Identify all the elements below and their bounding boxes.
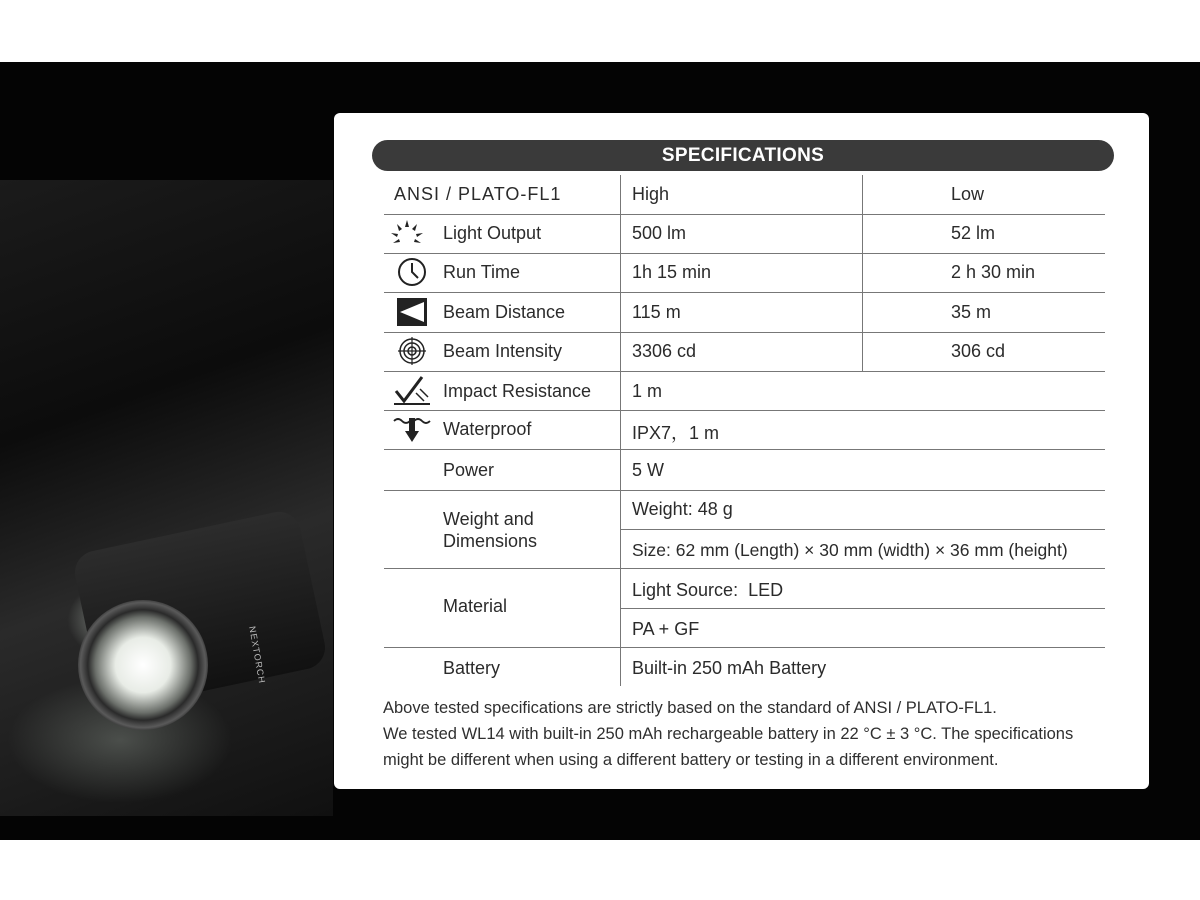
brand-engraving: NEXTORCH [247, 625, 268, 685]
beam-distance-high: 115 m [632, 302, 681, 322]
target-icon [396, 336, 428, 366]
weapon-light-lens [78, 600, 208, 730]
weight-dimensions-label-line2: Dimensions [443, 531, 538, 551]
high-mode-header: High [632, 184, 670, 204]
waterproof-label: Waterproof [443, 419, 532, 439]
impact-resistance-value: 1 m [632, 381, 663, 401]
weight-value: Weight: 48 g [632, 499, 733, 519]
run-time-low: 2 h 30 min [951, 262, 1036, 282]
light-output-high: 500 lm [632, 223, 687, 243]
waterproof-value: IPX7，1 m [632, 423, 720, 443]
standard-label: ANSI / PLATO-FL1 [394, 184, 562, 204]
specifications-card [334, 113, 1149, 789]
column-divider-main [620, 175, 621, 686]
light-output-label: Light Output [443, 223, 542, 243]
impact-resistance-label: Impact Resistance [443, 381, 592, 401]
size-value: Size: 62 mm (Length) × 30 mm (width) × 36 mm (height) [632, 540, 1068, 560]
footnote-line-2: We tested WL14 with built-in 250 mAh rechargeable battery in 22 °C ± 3 °C. The specifications [383, 725, 1074, 743]
light-burst-icon [390, 218, 424, 248]
battery-value: Built-in 250 mAh Battery [632, 658, 827, 678]
column-divider-high-low [862, 175, 863, 371]
run-time-high: 1h 15 min [632, 262, 712, 282]
light-source-value: Light Source: LED [632, 580, 784, 600]
power-value: 5 W [632, 460, 665, 480]
weight-dimensions-label-line1: Weight and [443, 509, 534, 529]
specifications-title: SPECIFICATIONS [372, 140, 1114, 171]
beam-distance-label: Beam Distance [443, 302, 566, 322]
run-time-label: Run Time [443, 262, 521, 282]
clock-icon [396, 257, 428, 287]
light-output-low: 52 lm [951, 223, 996, 243]
beam-distance-low: 35 m [951, 302, 992, 322]
beam-intensity-label: Beam Intensity [443, 341, 563, 361]
beam-intensity-low: 306 cd [951, 341, 1006, 361]
impact-check-icon [394, 375, 430, 405]
product-photo [0, 180, 333, 816]
beam-distance-icon [396, 297, 428, 327]
material-label: Material [443, 596, 508, 616]
footnote-line-1: Above tested specifications are strictly based on the standard of ANSI / PLATO-FL1. [383, 699, 997, 717]
waterproof-icon [392, 415, 432, 445]
product-banner [0, 62, 1200, 840]
battery-label: Battery [443, 658, 501, 678]
low-mode-header: Low [951, 184, 985, 204]
body-material-value: PA + GF [632, 619, 700, 639]
footnote-line-3: might be different when using a different battery or testing in a different environment. [383, 751, 999, 769]
power-label: Power [443, 460, 495, 480]
beam-intensity-high: 3306 cd [632, 341, 697, 361]
